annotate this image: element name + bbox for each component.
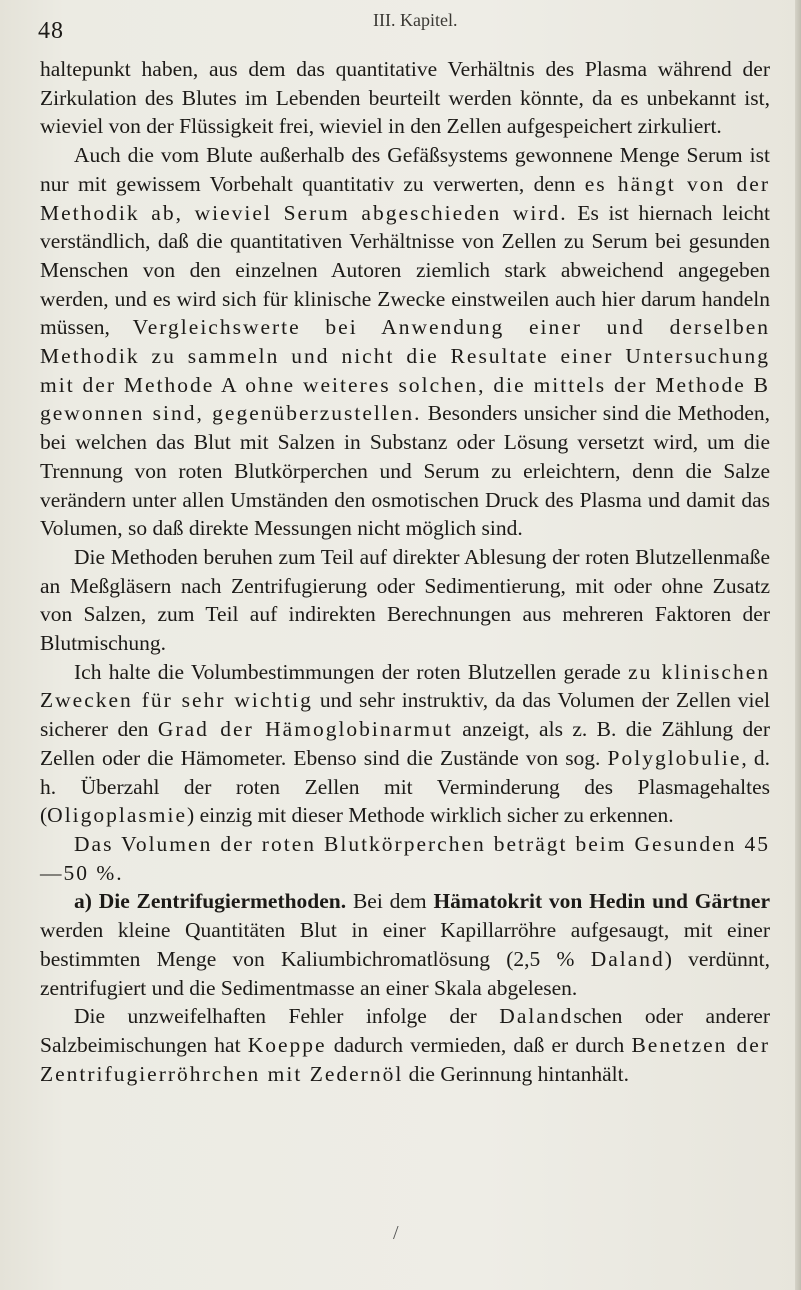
spaced-run: Koeppe: [247, 1032, 327, 1057]
spaced-run: Vergleichswerte bei Anwendung einer und derselben Methodik zu sammeln und nicht die Resultate einer Untersuchung mit der Methode A ohne weiteres solchen, die mittels der Methode B gewonnen sind, gegenüberzustellen.: [40, 315, 771, 426]
text-run: und sehr instruktiv, da das Volumen der Zellen viel sicherer den: [40, 688, 770, 742]
text-run: ) verdünnt, zentrifugiert und die Sedimentmasse an einer Skala abgelesen.: [40, 946, 770, 1000]
spaced-run: Benetzen der Zentrifugierröhrchen mit Zedernöl: [40, 1032, 771, 1086]
text-run: dadurch vermieden, daß er durch: [326, 1032, 632, 1057]
page-header: [38, 10, 771, 44]
paragraph-p7: [40, 1002, 770, 1088]
spaced-run: Daland: [499, 1004, 574, 1029]
text-run: ) einzig mit dieser Methode wirklich sicher zu erkennen.: [187, 803, 674, 828]
spaced-run: Das Volumen der roten Blutkörperchen beträgt beim Gesunden 45—50 %.: [40, 831, 770, 885]
paragraph-p2: [40, 141, 770, 543]
text-run: haltepunkt haben, aus dem das quantitative Verhältnis des Plasma während der Zirkulation des Blutes im Lebenden beurteilt werden könnte, da es unbekannt ist, wieviel von der Flüssigkeit frei, wieviel in den Zellen aufgespeichert zirkuliert.: [40, 57, 770, 139]
text-run: Die Methoden beruhen zum Teil auf direkter Ablesung der roten Blutzellenmaße an Meßgläsern nach Zentrifugierung oder Sedimentierung, mit oder ohne Zusatz von Salzen, zum Teil auf indirekten Berechnungen aus mehreren Faktoren der Blutmischung.: [40, 544, 770, 656]
running-head: III. Kapitel.: [373, 10, 458, 30]
text-run: Besonders unsicher sind die Methoden, bei welchen das Blut mit Salzen in Substanz oder Lösung versetzt wird, um die Trennung von roten Blutkörperchen und Serum zu erleichtern, denn die Salze verändern unter allen Umständen den osmotischen Druck des Plasma und damit das Volumen, so daß direkte Messungen nicht möglich sind.: [40, 401, 771, 541]
stray-mark: /: [393, 1222, 399, 1244]
text-run: werden kleine Quantitäten Blut in einer Kapillarröhre aufgesaugt, mit einer bestimmten Menge von Kaliumbichromatlösung (2,5 %: [40, 918, 770, 971]
paragraph-p6: [40, 887, 770, 1002]
text-run: Ich halte die Volumbestimmungen der roten Blutzellen gerade: [74, 659, 629, 684]
paragraph-p3: [40, 543, 770, 658]
paragraph-p4: [40, 658, 770, 830]
text-run: Auch die vom Blute außerhalb des Gefäßsystems gewonnene Menge Serum ist nur mit gewissem Vorbehalt quantitativ zu verwerten, denn: [40, 143, 770, 196]
spaced-run: es hängt von der Methodik ab, wieviel Serum abgeschieden wird.: [40, 171, 770, 225]
spaced-run: Oligoplasmie: [47, 803, 188, 828]
paragraph-p1: [40, 55, 770, 141]
text-run: Bei dem: [346, 889, 434, 914]
spaced-run: Daland: [590, 946, 665, 971]
text-run: Es ist hiernach leicht verständlich, daß die quantitativen Verhältnisse von Zellen zu Serum bei gesunden Menschen von den einzelnen Autoren ziemlich stark abweichend angegeben werden, und es wird sich für klinische Zwecke einstweilen auch hier darum handeln müssen,: [40, 200, 770, 340]
page-edge-shadow: [795, 0, 801, 1290]
text-run: anzeigt, als z. B. die Zählung der Zellen oder die Hämometer. Ebenso sind die Zustände von sog.: [40, 717, 770, 770]
spaced-run: Grad der Hämoglobinarmut: [157, 717, 453, 742]
bold-run: a) Die Zentrifugiermethoden.: [74, 889, 347, 914]
body-text: [40, 55, 770, 1088]
spaced-run: Polyglobulie: [607, 745, 742, 770]
text-run: Die unzweifelhaften Fehler infolge der: [74, 1004, 500, 1029]
paragraph-p5: [40, 830, 770, 887]
text-run: , d. h. Überzahl der roten Zellen mit Verminderung des Plasmagehaltes (: [40, 745, 770, 828]
text-run: die Gerinnung hintanhält.: [403, 1061, 629, 1086]
page-number: 48: [38, 18, 64, 44]
bold-run: Hämatokrit von Hedin und Gärtner: [433, 889, 771, 914]
text-run: schen oder anderer Salzbeimischungen hat: [40, 1004, 770, 1057]
spaced-run: zu klinischen Zwecken für sehr wichtig: [40, 659, 770, 713]
